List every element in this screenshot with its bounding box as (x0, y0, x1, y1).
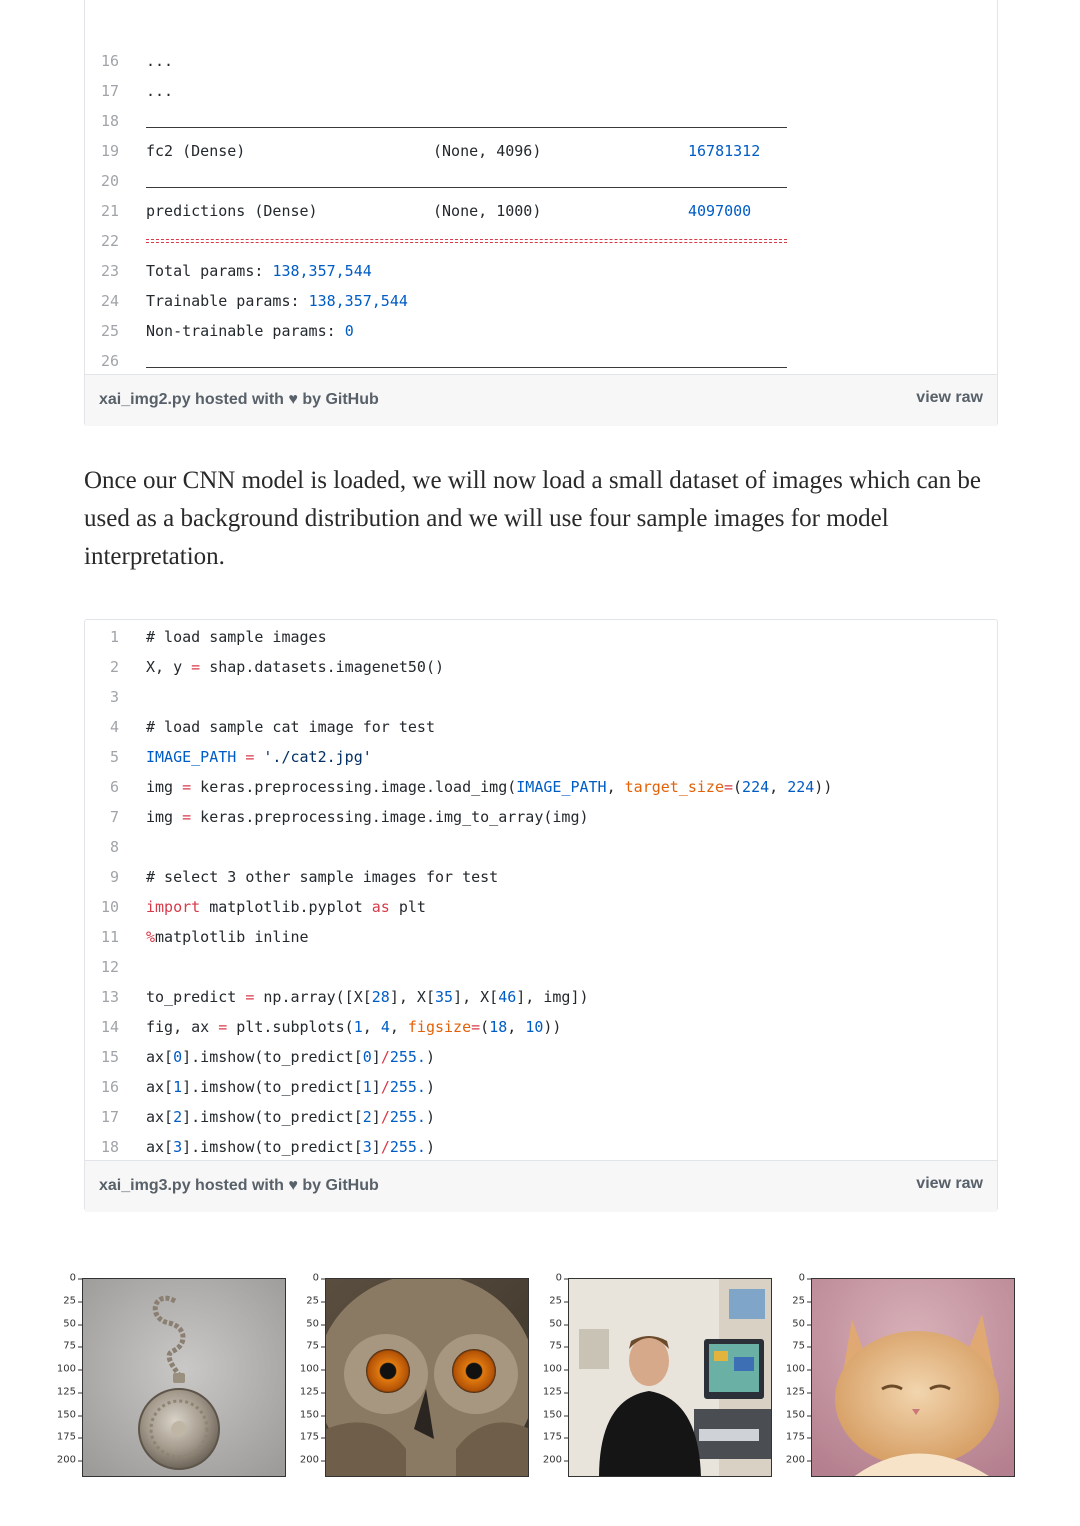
tick-label: 175 (543, 1432, 568, 1443)
code-token: ax[ (146, 1078, 174, 1096)
view-raw-link[interactable]: view raw (916, 1175, 983, 1192)
y-axis-ticks (295, 1270, 325, 1480)
code-number: 224 (742, 778, 770, 796)
code-number: 2 (362, 1108, 372, 1126)
code-line (85, 982, 997, 1012)
code-token: , (606, 778, 625, 796)
code-comment: # select 3 other sample images for test (146, 868, 499, 886)
tick-label: 75 (63, 1341, 82, 1352)
code-number: 2 (173, 1108, 183, 1126)
code-token: , (769, 778, 788, 796)
owl-image (325, 1278, 529, 1477)
tick-label: 25 (306, 1296, 325, 1307)
line-number: 17 (100, 1108, 119, 1126)
code-token: keras.preprocessing.image.load_img( (191, 778, 517, 796)
line-number: 16 (100, 52, 119, 70)
code-number: 1 (353, 1018, 363, 1036)
code-token: ], X[ (389, 988, 435, 1006)
param-count: 4097000 (688, 202, 752, 220)
code-token: ) (425, 1138, 435, 1156)
code-line (85, 1042, 997, 1072)
line-number: 3 (109, 688, 119, 706)
tick-label: 0 (313, 1273, 325, 1284)
line-number: 2 (109, 658, 119, 676)
code-line (85, 1102, 997, 1132)
man-at-computer-image (568, 1278, 772, 1477)
code-keyword: as (371, 898, 390, 916)
tick-label: 25 (792, 1296, 811, 1307)
tick-label: 25 (63, 1296, 82, 1307)
line-number: 25 (100, 322, 119, 340)
code-text (146, 802, 589, 832)
output-shape: (None, 1000) (433, 202, 542, 220)
code-token: ] (371, 1108, 381, 1126)
layer-name: fc2 (Dense) (146, 142, 246, 160)
code-operator: = (191, 658, 201, 676)
view-raw-link[interactable]: view raw (916, 389, 983, 406)
line-number: 11 (100, 928, 119, 946)
tick-label: 75 (792, 1341, 811, 1352)
code-text (146, 772, 832, 802)
code-token: ] (371, 1078, 381, 1096)
code-token: matplotlib inline (155, 928, 309, 946)
code-text (146, 652, 444, 682)
line-number: 14 (100, 1018, 119, 1036)
code-operator: = (236, 748, 264, 766)
gist-meta-left (99, 391, 379, 409)
code-operator: / (380, 1048, 390, 1066)
code-text: ... (146, 52, 174, 70)
tick-label: 50 (63, 1319, 82, 1330)
code-number: 1 (173, 1078, 183, 1096)
params-label: Non-trainable params: (146, 322, 345, 340)
code-comment: # load sample images (146, 628, 327, 646)
line-number: 15 (100, 1048, 119, 1066)
code-token: ax[ (146, 1048, 174, 1066)
line-number: 26 (100, 352, 119, 370)
line-number: 17 (100, 82, 119, 100)
tick-label: 100 (786, 1364, 811, 1375)
code-operator: = (723, 778, 734, 796)
tick-label: 75 (549, 1341, 568, 1352)
tick-label: 125 (786, 1387, 811, 1398)
line-number: 24 (100, 292, 119, 310)
code-operator: = (471, 1018, 481, 1036)
code-line (85, 46, 997, 76)
heart-icon: ♥ (288, 391, 298, 408)
code-keyword-arg: target_size (624, 778, 724, 796)
gist-meta-footer (85, 1160, 997, 1212)
line-number: 9 (109, 868, 119, 886)
code-text (146, 256, 372, 286)
code-number: 255. (389, 1138, 426, 1156)
line-number: 19 (100, 142, 119, 160)
code-line (85, 256, 997, 286)
y-axis-ticks (538, 1270, 568, 1480)
code-number: 35 (435, 988, 454, 1006)
line-number: 18 (100, 112, 119, 130)
tick-label: 150 (300, 1410, 325, 1421)
code-token: ( (480, 1018, 490, 1036)
params-value: 138,357,544 (272, 262, 372, 280)
code-token: ax[ (146, 1138, 174, 1156)
tick-label: 50 (549, 1319, 568, 1330)
code-text (146, 286, 408, 316)
gist-load-images (84, 619, 998, 1211)
github-link[interactable]: by GitHub (297, 1177, 379, 1194)
line-number: 23 (100, 262, 119, 280)
code-line (85, 952, 997, 982)
code-text (146, 1132, 435, 1162)
line-number: 13 (100, 988, 119, 1006)
code-line (85, 892, 997, 922)
y-axis-ticks (52, 1270, 82, 1480)
body-paragraph: Once our CNN model is loaded, we will now load a small dataset of images which can be used as a background distribution and we will use four sample images for model interpretation. (84, 467, 981, 570)
code-line (85, 712, 997, 742)
param-count: 16781312 (688, 142, 761, 160)
code-token: ) (425, 1078, 435, 1096)
separator-line (146, 367, 787, 368)
code-token: ].imshow(to_predict[ (182, 1108, 363, 1126)
code-line (85, 772, 997, 802)
tick-label: 125 (543, 1387, 568, 1398)
code-number: 18 (489, 1018, 508, 1036)
params-label: Total params: (146, 262, 273, 280)
code-string: './cat2.jpg' (263, 748, 372, 766)
code-line (85, 1132, 997, 1162)
code-operator: % (146, 928, 156, 946)
code-line (85, 346, 997, 376)
tick-label: 125 (300, 1387, 325, 1398)
tick-label: 50 (792, 1319, 811, 1330)
tick-label: 100 (57, 1364, 82, 1375)
double-separator-line (146, 239, 787, 243)
code-line (85, 286, 997, 316)
code-token: shap.datasets.imagenet50() (200, 658, 445, 676)
code-line (85, 76, 997, 106)
code-token: fig, ax (146, 1018, 219, 1036)
heart-icon: ♥ (288, 1177, 298, 1194)
code-token: matplotlib.pyplot (200, 898, 372, 916)
separator-line (146, 187, 787, 188)
code-token: ].imshow(to_predict[ (182, 1078, 363, 1096)
code-comment: # load sample cat image for test (146, 718, 435, 736)
tick-label: 150 (543, 1410, 568, 1421)
code-text (146, 982, 589, 1012)
code-number: 255. (389, 1108, 426, 1126)
code-token: np.array([X[ (254, 988, 372, 1006)
code-line (85, 226, 997, 256)
code-line (85, 622, 997, 652)
code-keyword: import (146, 898, 201, 916)
code-token: ].imshow(to_predict[ (182, 1138, 363, 1156)
line-number: 22 (100, 232, 119, 250)
code-line (85, 682, 997, 712)
code-line (85, 652, 997, 682)
code-token: )) (814, 778, 833, 796)
tick-label: 200 (57, 1455, 82, 1466)
code-operator: / (380, 1108, 390, 1126)
line-number: 5 (109, 748, 119, 766)
hosted-with-text: hosted with (190, 1177, 289, 1194)
code-token: ] (371, 1138, 381, 1156)
code-token: ) (425, 1048, 435, 1066)
code-number: 4 (380, 1018, 390, 1036)
code-line (85, 136, 997, 166)
line-number: 6 (109, 778, 119, 796)
params-value: 0 (344, 322, 354, 340)
code-text (146, 922, 309, 952)
gist-meta-left (99, 1177, 379, 1195)
tick-label: 200 (543, 1455, 568, 1466)
line-number: 8 (109, 838, 119, 856)
code-number: 0 (173, 1048, 183, 1066)
params-label: Trainable params: (146, 292, 309, 310)
tick-label: 200 (300, 1455, 325, 1466)
tick-label: 200 (786, 1455, 811, 1466)
code-line (85, 832, 997, 862)
code-operator: = (182, 778, 192, 796)
code-text (146, 742, 372, 772)
code-token: , (362, 1018, 381, 1036)
code-token: plt (389, 898, 426, 916)
code-operator: = (182, 808, 192, 826)
line-number: 21 (100, 202, 119, 220)
code-token: img (146, 778, 183, 796)
code-line (85, 316, 997, 346)
code-text (146, 1042, 435, 1072)
code-number: 10 (525, 1018, 544, 1036)
code-number: 3 (173, 1138, 183, 1156)
code-text (146, 892, 426, 922)
separator-line (146, 127, 787, 128)
line-number: 20 (100, 172, 119, 190)
code-line (85, 196, 997, 226)
code-token: , (389, 1018, 408, 1036)
tick-label: 0 (799, 1273, 811, 1284)
code-number: 46 (498, 988, 517, 1006)
tick-label: 150 (57, 1410, 82, 1421)
output-shape: (None, 4096) (433, 142, 542, 160)
tick-label: 0 (70, 1273, 82, 1284)
code-number: 255. (389, 1078, 426, 1096)
code-operator: = (245, 988, 255, 1006)
code-token: )) (543, 1018, 562, 1036)
code-token: X, y (146, 658, 192, 676)
code-line (85, 166, 997, 196)
code-operator: = (218, 1018, 228, 1036)
code-token: to_predict (146, 988, 246, 1006)
line-number: 1 (109, 628, 119, 646)
pocket-watch-image (82, 1278, 286, 1477)
code-line (85, 862, 997, 892)
line-number: 16 (100, 1078, 119, 1096)
y-axis-ticks (781, 1270, 811, 1480)
tick-label: 0 (556, 1273, 568, 1284)
code-line (85, 802, 997, 832)
code-constant: IMAGE_PATH (146, 748, 237, 766)
code-token: ( (733, 778, 743, 796)
code-line (85, 1012, 997, 1042)
code-token: img (146, 808, 183, 826)
line-number: 10 (100, 898, 119, 916)
line-number: 18 (100, 1138, 119, 1156)
code-text (146, 1102, 435, 1132)
code-constant: IMAGE_PATH (516, 778, 607, 796)
code-number: 28 (371, 988, 390, 1006)
code-token: ], img]) (516, 988, 589, 1006)
code-text: ... (146, 82, 174, 100)
code-token: keras.preprocessing.image.img_to_array(img) (191, 808, 589, 826)
tick-label: 25 (549, 1296, 568, 1307)
code-number: 0 (362, 1048, 372, 1066)
gist-model-summary (84, 0, 998, 426)
gist-file-link[interactable]: xai_img2.py (99, 391, 191, 408)
tick-label: 150 (786, 1410, 811, 1421)
code-text (146, 1012, 561, 1042)
line-number: 12 (100, 958, 119, 976)
code-token: ] (371, 1048, 381, 1066)
tick-label: 50 (306, 1319, 325, 1330)
gist-meta-footer (85, 374, 997, 426)
code-line (85, 922, 997, 952)
layer-name: predictions (Dense) (146, 202, 318, 220)
code-number: 255. (389, 1048, 426, 1066)
tick-label: 175 (57, 1432, 82, 1443)
line-number: 7 (109, 808, 119, 826)
code-operator: / (380, 1138, 390, 1156)
cat-image (811, 1278, 1015, 1477)
tick-label: 100 (300, 1364, 325, 1375)
tick-label: 175 (300, 1432, 325, 1443)
code-operator: / (380, 1078, 390, 1096)
github-link[interactable]: by GitHub (297, 391, 379, 408)
code-text (146, 316, 354, 346)
code-number: 1 (362, 1078, 372, 1096)
params-value: 138,357,544 (308, 292, 408, 310)
code-token: , (507, 1018, 526, 1036)
tick-label: 75 (306, 1341, 325, 1352)
gist-file-link[interactable]: xai_img3.py (99, 1177, 191, 1194)
code-token: ].imshow(to_predict[ (182, 1048, 363, 1066)
tick-label: 100 (543, 1364, 568, 1375)
code-text (146, 1072, 435, 1102)
code-line (85, 1072, 997, 1102)
code-number: 224 (787, 778, 815, 796)
code-token: ) (425, 1108, 435, 1126)
code-token: plt.subplots( (227, 1018, 354, 1036)
tick-label: 125 (57, 1387, 82, 1398)
tick-label: 175 (786, 1432, 811, 1443)
code-line (85, 106, 997, 136)
code-number: 3 (362, 1138, 372, 1156)
code-keyword-arg: figsize (407, 1018, 472, 1036)
code-token: ax[ (146, 1108, 174, 1126)
line-number: 4 (109, 718, 119, 736)
code-line (85, 742, 997, 772)
code-token: ], X[ (453, 988, 499, 1006)
hosted-with-text: hosted with (190, 391, 289, 408)
